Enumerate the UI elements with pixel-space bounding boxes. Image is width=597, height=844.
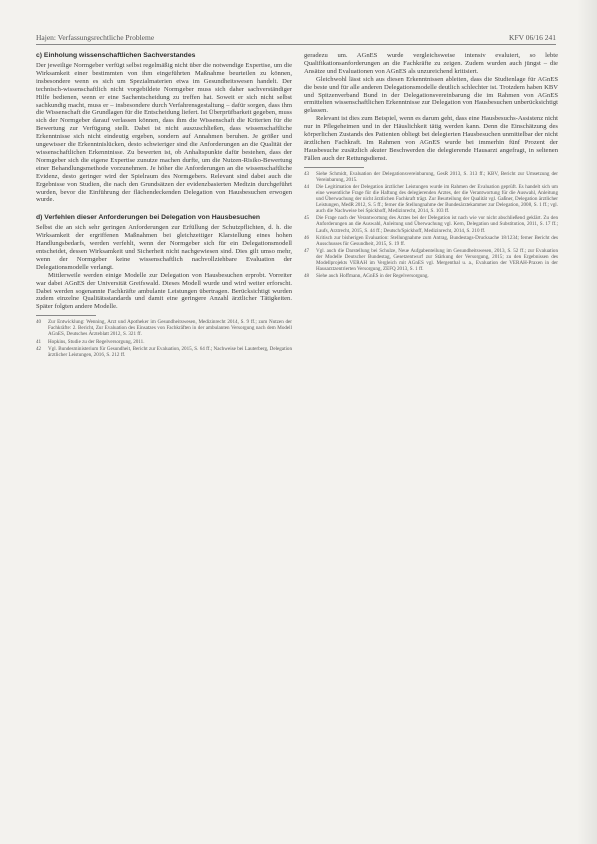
right-paragraph-3: Relevant ist dies zum Beispiel, wenn es darum geht, dass eine Hausbesuchs-Assistenz nicht nur in Pflegeheimen und in der Häuslichkeit tätig werden kann. Denn die Einschätzung des körperlichen Zustands des Patienten obliegt bei delegierten Hausbesuchen unmittelbar der nicht ärztlichen Fachkraft. Im Rahmen von AGnES wurde bei immerhin fünf Prozent der Hausbesuche zusätzlich akuter Beschwerden die delegierende Hausarzt angefragt, in seltenen Fällen auch der Rettungsdienst.	[304, 115, 558, 162]
footnote: 42 Vgl. Bundesministerium für Gesundheit, Bericht zur Evaluation, 2015, S. 64 ff.; Nachweise bei Lauterberg, Delegation ärztlicher Leistungen, 2016, S. 212 ff.	[36, 345, 292, 358]
left-column	[36, 52, 292, 359]
section-d-heading: d) Verfehlen dieser Anforderungen bei Delegation von Hausbesuchen	[36, 214, 261, 222]
right-column	[304, 52, 558, 280]
footnote: 47 Vgl. auch die Darstellung bei Schulze, Neue Aufgabenteilung im Gesundheitswesen, 2013, S. 52 ff.; zur Evaluation der Modelle Deutscher Bundestag, Gesetzentwurf zur Stärkung der Versorgung, 2015; zu den Ergebnissen des Modellprojekts VERAH im Vergleich mit AGnES vgl. Mergenthal u. a., Evaluation der VERAH-Praxen in der Hausarztzentrierten Versorgung, ZEFQ 2013, S. 1 ff.	[304, 247, 558, 273]
footnote: 45 Die Frage nach der Verantwortung des Arztes bei der Delegation ist nach wie vor nicht abschließend geklärt. Zu den Anforderungen an die Auswahl, Anleitung und Überwachung vgl. Kern, Delegation und Substitution, 2011, S. 17 ff.; Laufs, Arztrecht, 2015, S. 44 ff.; Deutsch/Spickhoff, Medizinrecht, 2014, S. 210 ff.	[304, 215, 558, 234]
section-d-paragraph-1: Selbst die an sich sehr geringen Anforderungen zur Erfüllung der Schutzpflichten, d. h. die Wirksamkeit der ergriffenen Maßnahmen bei gleichzeitiger Klarstellung eines hohen Handlungsbedarfs, werden verfehlt, wenn der Normgeber sich für ein Delegationsmodell entscheidet, dessen Wirksamkeit und Sicherheit nicht nachgewiesen sind. Dies gilt umso mehr, wenn der Normgeber keine wissenschaftlich nachvollziehbare Evaluation der Delegationsmodelle verlangt.	[36, 224, 292, 271]
journal-page-number: KFV 06/16 241	[509, 33, 556, 42]
page-edge-shadow	[577, 0, 597, 844]
section-c-paragraph: Der jeweilige Normgeber verfügt selbst regelmäßig nicht über die notwendige Expertise, um die Wirksamkeit einer bestimmten von ihm eingeführten Maßnahme beurteilen zu können, insbesondere wenn es sich um Spezialmaterien etwa im Gesundheitswesen handelt. Der technisch-wissenschaftlich nicht vorgebildete Normgeber muss sich daher sachverständiger Hilfe bedienen, wenn er eine Sachentscheidung zu treffen hat. Soweit er sich nicht selbst sachkundig macht, muss er – insbesondere durch Verfahrensgestaltung – dafür sorgen, dass ihm die Wissenschaft die Grundlagen für die Entscheidung liefert. Ist Überprüfbarkeit gegeben, muss sich der Normgeber darauf verlassen können, dass ihm die Wissenschaft die Kriterien für die Bewertung zur Verfügung stellt. Dabei ist nicht auszuschließen, dass wissenschaftliche Erkenntnisse sich nicht eindeutig ergeben, sondern auf Annahmen beruhen. Je größer und ungewisser die Erkenntnislücken, desto schwieriger sind die Anforderungen an die Qualität der wissenschaftlichen Erkenntnisse. Zu bewerten ist, ob Anhaltspunkte dafür bestehen, dass der Normgeber sich die eigene Expertise zunutze machen durfte, um die Nutzen-Risiko-Bewertung einer Behandlungsmethode vorzunehmen. Je höher die Anforderungen an die wissenschaftliche Evidenz, desto geringer wird der Spielraum des Normgebers. Relevant sind dabei auch die Ergebnisse von Studien, die nach den Grundsätzen der evidenzbasierten Medizin durchgeführt wurden, bevor die Einführung der flächendeckenden Delegation von Hausbesuchen erwogen wurde.	[36, 62, 292, 204]
footnote: 41 Hopkins, Studie zu der Regelversorgung, 2011.	[36, 338, 145, 345]
footnote: 48 Siehe auch Hoffmann, AGnES in der Regelversorgung.	[304, 273, 429, 280]
footnote: 46 Kritisch zur bisherigen Evaluation: Stellungnahme zum Antrag, Bundestags-Drucksache 18/1234; ferner Bericht des Ausschusses für Gesundheit, 2015, S. 19 ff.	[304, 234, 558, 247]
section-c-heading: c) Einholung wissenschaftlichen Sachverstandes	[36, 52, 196, 59]
footnote-rule	[304, 167, 364, 168]
running-title: Hajen: Verfassungsrechtliche Probleme	[36, 33, 155, 42]
page-header	[36, 33, 556, 45]
footnote: 44 Die Legitimation der Delegation ärztlicher Leistungen wurde im Rahmen der Evaluation geprüft. Es handelt sich um eine wesentliche Frage für die Haftung des delegierenden Arztes, der die Verantwortung für die Auswahl, Anleitung und Überwachung der nicht ärztlichen Fachkraft trägt. Zur Beurteilung der Qualität vgl. Gaßner, Delegation ärztlicher Leistungen, MedR 2012, S. 5 ff.; ferner die Stellungnahme der Bundesärztekammer zur Delegation, 2008, S. 1 ff.; vgl. auch die Nachweise bei Spickhoff, Medizinrecht, 2014, S. 103 ff.	[304, 183, 558, 215]
right-paragraph-2: Gleichwohl lässt sich aus diesen Erkenntnissen ableiten, dass die Studienlage für AGnES die beste und für alle anderen Delegationsmodelle deutlich schlechter ist. Trotzdem haben KBV und Spitzenverband Bund in der Delegationsvereinbarung die im Rahmen von AGnES ermittelten wissenschaftlichen Erkenntnisse zur Delegation von Hausbesuchen unberücksichtigt gelassen.	[304, 75, 558, 115]
section-d-paragraph-2: Mittlerweile werden einige Modelle zur Delegation von Hausbesuchen erprobt. Vorreiter war dabei AGnES der Universität Greifswald. Dieses Modell wurde und wird weiter erforscht. Dabei werden sogenannte Fachkräfte ambulante Leistungen übertragen. Berücksichtigt wurden zudem einzelne Qualitätsstandards und damit eine geringere Anzahl ärztlicher Tätigkeiten. Später folgten andere Modelle.	[36, 271, 292, 311]
footnote: 40 Zur Entwicklung: Wenning, Arzt und Apotheker im Gesundheitswesen, Medizinrecht 2014, S. 9 ff.; zum Nutzen der Fachkräfte: 2. Bericht, Zur Evaluation des Einsatzes von Fachkräften in der ambulanten Versorgung nach dem Modell AGnES, Deutsches Ärzteblatt 2012, S. 321 ff.	[36, 319, 292, 338]
footnote: 43 Siehe Schmidt, Evaluation der Delegationsvereinbarung, GesR 2013, S. 313 ff.; KBV, Bericht zur Umsetzung der Vereinbarung, 2015.	[304, 170, 558, 183]
footnote-rule	[36, 315, 96, 316]
right-paragraph-1: geradezu um. AGnES wurde vergleichsweise intensiv evaluiert, so lebte Qualifikationsanforderungen an die Fachkräfte zu zeigen. Zudem wurden auch jüngst – die Ansätze und Evaluationen von AGnES als unzureichend kritisiert.	[304, 52, 558, 75]
header-rule	[36, 44, 556, 45]
